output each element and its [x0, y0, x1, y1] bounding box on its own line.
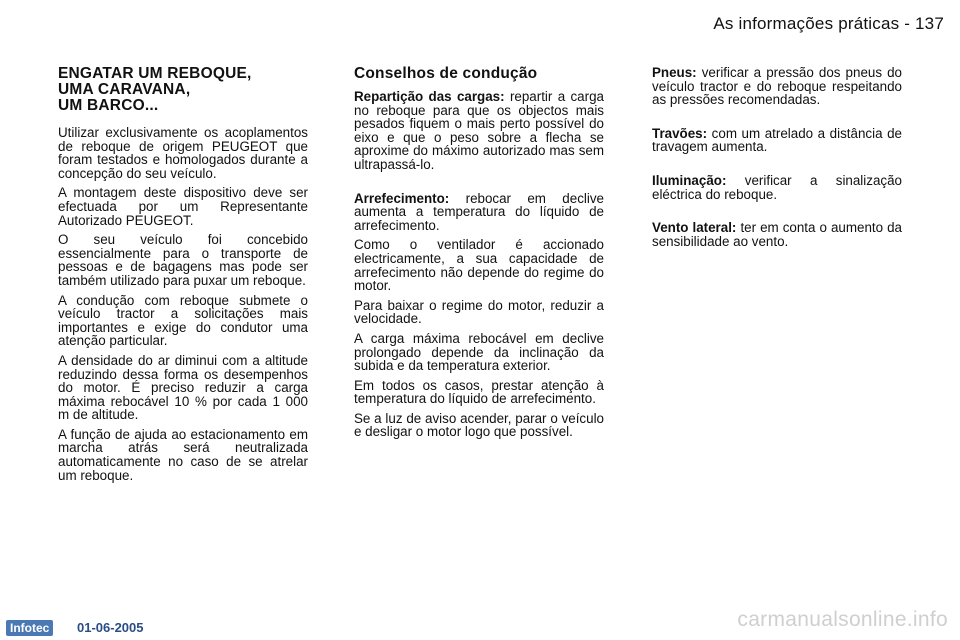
infotec-badge: Infotec: [6, 620, 53, 636]
title-line: UMA CARAVANA,: [58, 81, 191, 98]
section-title-driving-advice: Conselhos de condução: [354, 65, 538, 82]
label-cooling: Arrefecimento:: [354, 190, 450, 206]
paragraph: A condução com reboque submete o veículo tractor a solicitações mais importantes e exige do condutor uma atenção particular.: [58, 292, 308, 349]
paragraph: O seu veículo foi concebido essencialmente para o transporte de pessoas e de bagagens mas pode ser também utilizado para puxar um reboque.: [58, 232, 308, 288]
label-tyres: Pneus:: [652, 65, 697, 80]
paragraph-load-distribution: [354, 90, 604, 172]
text-cooling: rebocar em declive aumenta a temperatura do líquido de arrefecimento.: [354, 190, 604, 233]
paragraph: Se a luz de aviso acender, parar o veículo e desligar o motor logo que possível.: [354, 410, 604, 440]
paragraph: Utilizar exclusivamente os acoplamentos de reboque de origem PEUGEOT que foram testados e homologados durante a concepção do seu veículo.: [58, 125, 308, 181]
label-brakes: Travões:: [652, 125, 708, 141]
column-towing: [58, 66, 308, 488]
paragraph-tyres: [652, 66, 902, 107]
paragraph-brakes: [652, 127, 902, 154]
paragraph-side-wind: [652, 221, 902, 248]
watermark: carmanualsonline.info: [737, 608, 948, 631]
text-tyres: verificar a pressão dos pneus do veículo tractor e do reboque respeitando as pressões recomendadas.: [652, 65, 902, 108]
paragraph: A função de ajuda ao estacionamento em marcha atrás será neutralizada automaticamente no caso de se atrelar um reboque.: [58, 426, 308, 483]
text-lighting: verificar a sinalização eléctrica do reboque.: [652, 172, 902, 202]
label-lighting: Iluminação:: [652, 172, 727, 188]
label-side-wind: Vento lateral:: [652, 220, 737, 236]
paragraph: Em todos os casos, prestar atenção à temperatura do líquido de arrefecimento.: [354, 377, 604, 407]
paragraph: Como o ventilador é accionado electricamente, a sua capacidade de arrefecimento não depende do regime do motor.: [354, 237, 604, 294]
paragraph: A carga máxima rebocável em declive prolongado depende da inclinação da subida e da temperatura exterior.: [354, 330, 604, 374]
text-brakes: com um atrelado a distância de travagem aumenta.: [652, 125, 902, 155]
paragraph: Para baixar o regime do motor, reduzir a velocidade.: [354, 297, 604, 327]
text-side-wind: ter em conta o aumento da sensibilidade ao vento.: [652, 220, 902, 249]
page-header: As informações práticas - 137: [713, 14, 944, 33]
print-date: 01-06-2005: [77, 620, 144, 635]
section-title-towing: [58, 66, 308, 114]
paragraph-cooling: [354, 192, 604, 233]
paragraph: A densidade do ar diminui com a altitude reduzindo dessa forma os desempenhos do motor. É preciso reduzir a carga máxima rebocável 10 % por cada 1 000 m de altitude.: [58, 352, 308, 423]
paragraph-lighting: [652, 174, 902, 201]
title-line: UM BARCO...: [58, 97, 159, 114]
paragraph: A montagem deste dispositivo deve ser efectuada por um Representante Autorizado PEUGEOT.: [58, 185, 308, 228]
column-checks: [652, 66, 902, 254]
text-load-distribution: repartir a carga no reboque para que os objectos mais pesados fiquem o mais perto possível do eixo e que o peso sobre a flecha se aproxime do máximo autorizado mas sem ultrapassá-lo.: [354, 89, 604, 172]
label-load-distribution: Repartição das cargas:: [354, 89, 505, 104]
column-driving-advice: [354, 66, 604, 445]
title-line: ENGATAR UM REBOQUE,: [58, 65, 252, 82]
